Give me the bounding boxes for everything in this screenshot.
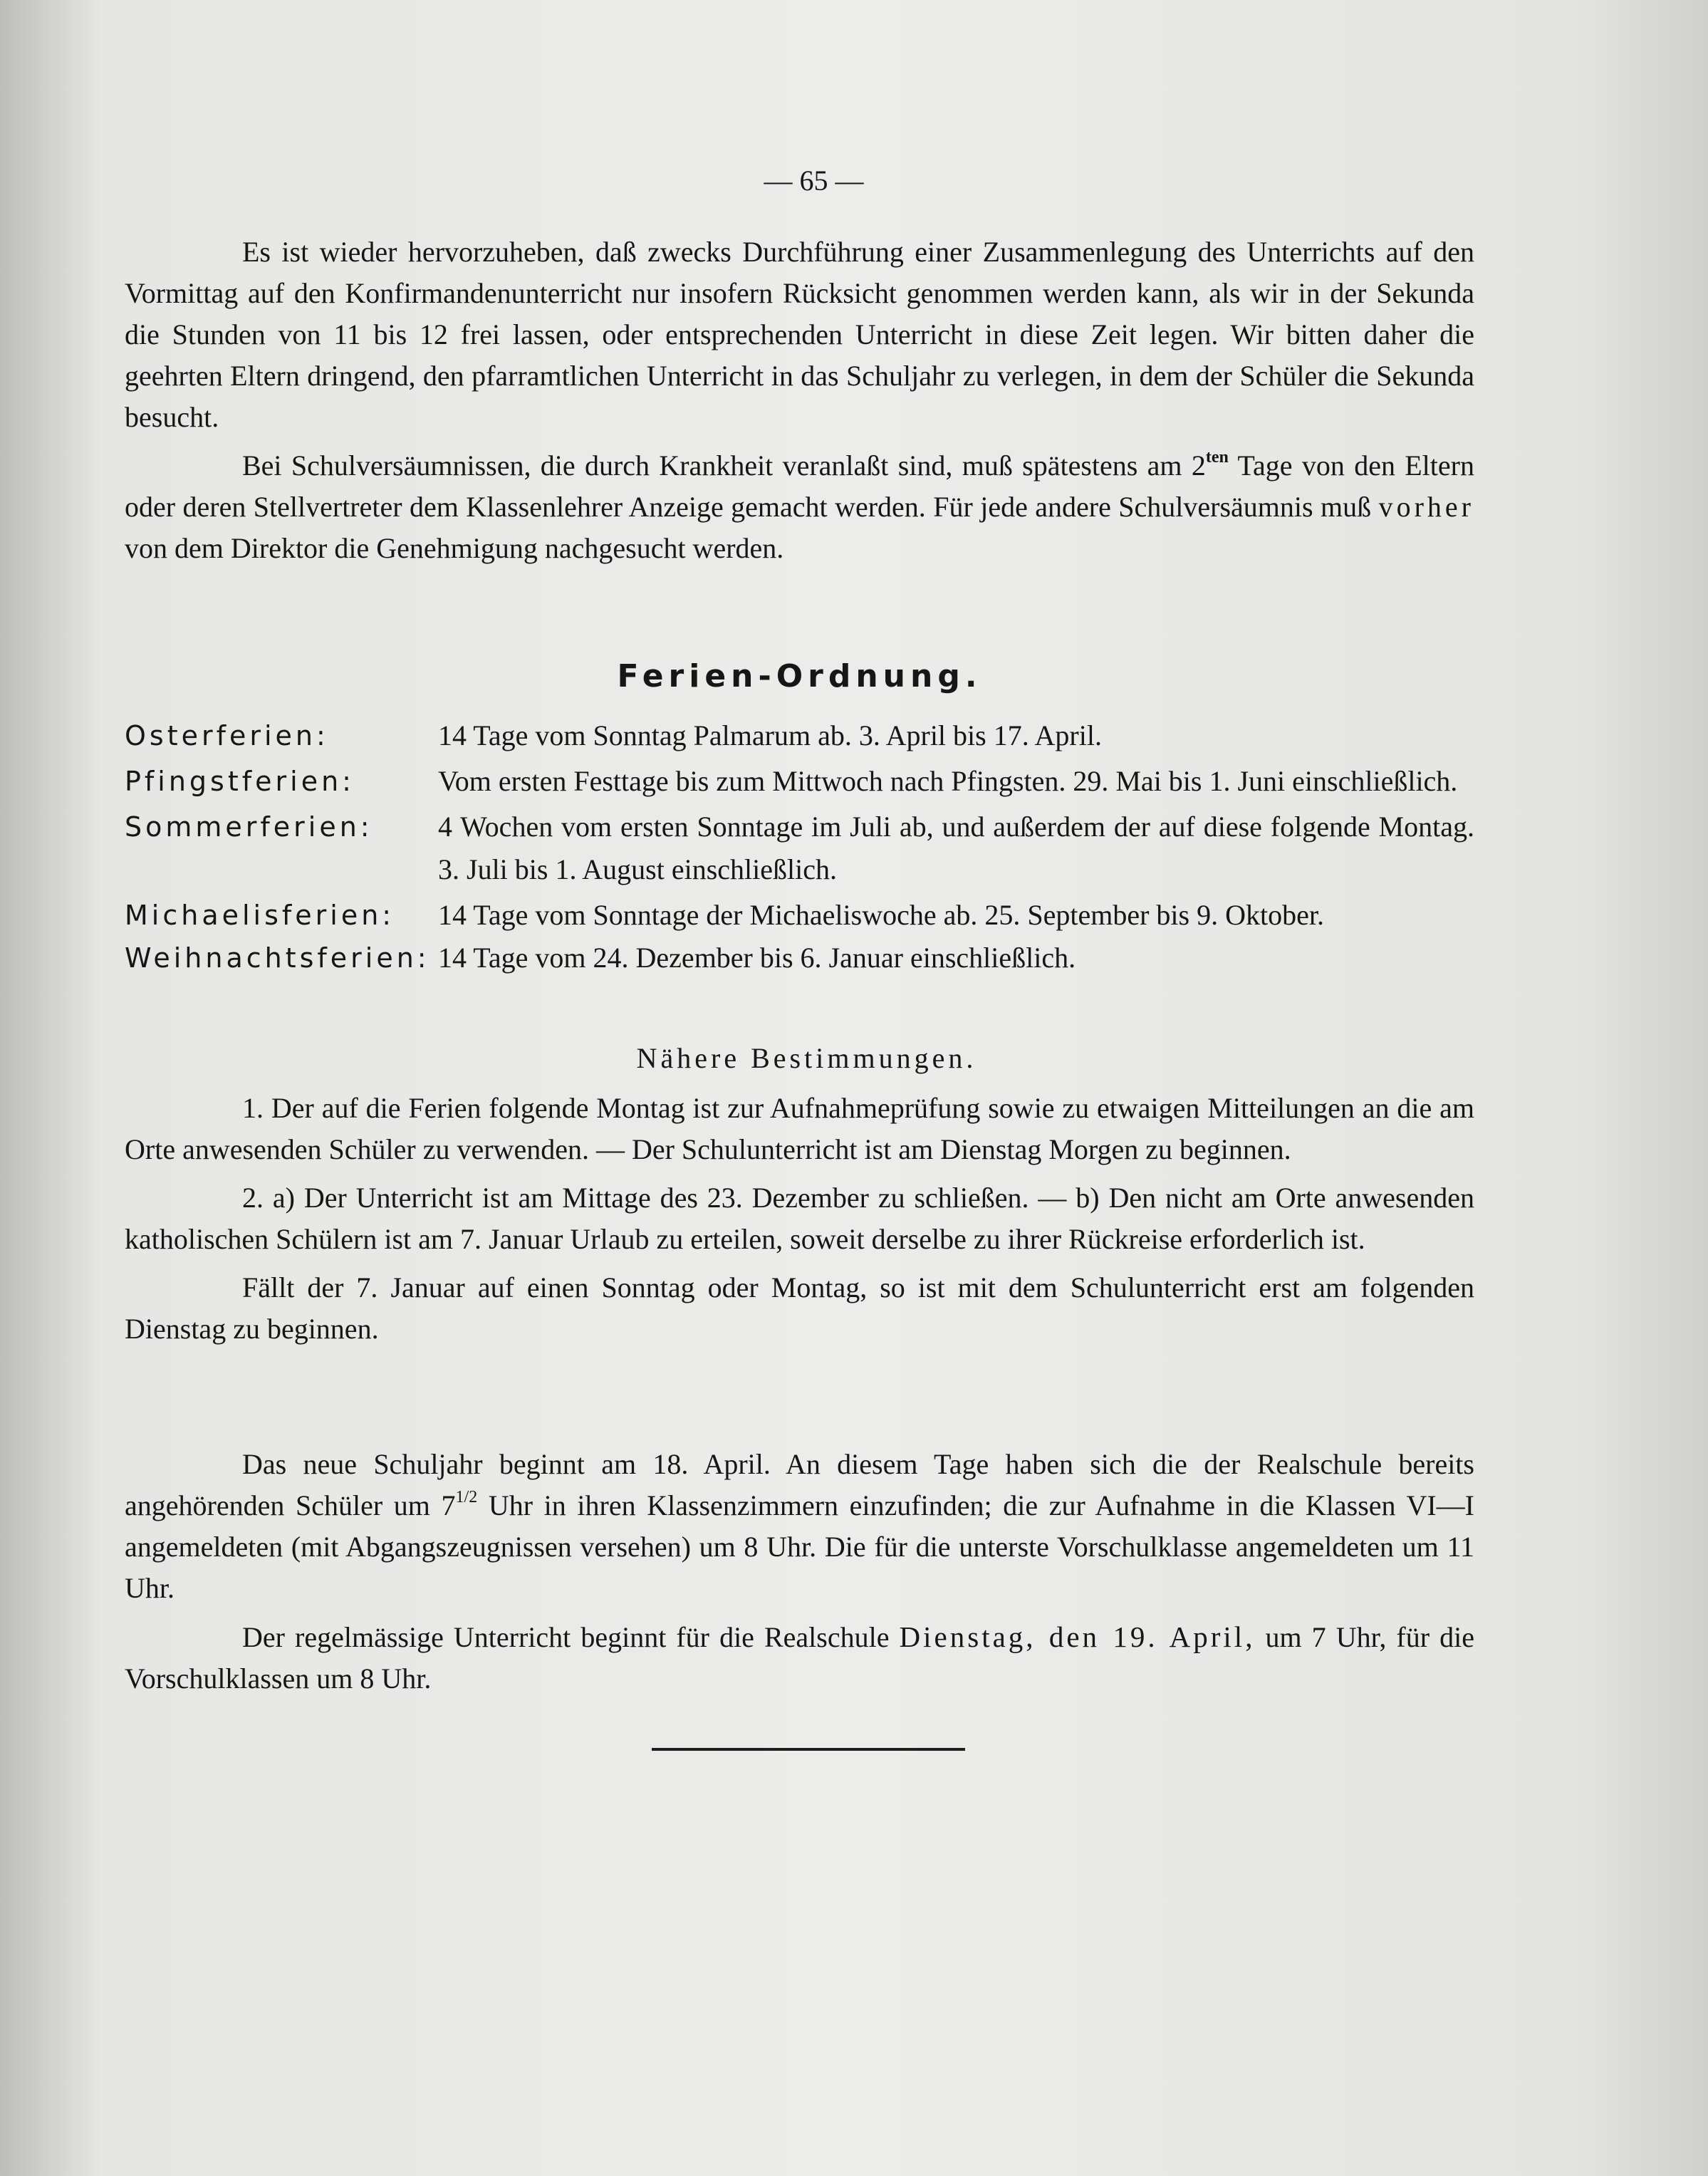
ferien-label: Sommerferien: <box>125 811 373 843</box>
ferien-table <box>125 714 1474 979</box>
ferien-ordnung-heading: Ferien-Ordnung. <box>617 658 982 694</box>
schuljahr-p1-start: Das neue Schuljahr beginnt am 18. April. An diesem Tage haben sich die der Realschule bereits angehörenden Schüler um 7 <box>125 1448 1474 1521</box>
intro-p2-start: Bei Schulversäumnissen, die durch Krankheit veranlaßt sind, muß spätestens am 2 <box>242 449 1206 481</box>
ferien-text: 14 Tage vom Sonntage der Michaeliswoche ab. 25. September bis 9. Oktober. <box>438 899 1324 931</box>
schuljahr-paragraph-2 <box>125 1616 1474 1699</box>
half-fraction: 1/2 <box>455 1488 478 1506</box>
intro-paragraph-1: Es ist wieder hervorzuheben, daß zwecks Durchführung einer Zusammenlegung des Unterrichts auf den Vormittag auf den Konfirmandenunterricht nur insofern Rücksicht genommen werden kann, als wir in der Sekunda die Stunden von 11 bis 12 frei lassen, oder entsprechenden Unterricht in diese Zeit legen. Wir bitten daher die geehrten Eltern dringend, den pfarramtlichen Unterricht in das Schuljahr zu verlegen, in dem der Schüler die Sekunda besucht. <box>125 236 1474 433</box>
ferien-label: Weihnachtsferien: <box>125 942 430 974</box>
ferien-label: Osterferien: <box>125 720 329 751</box>
schuljahr-p1-end: Uhr in ihren Klassenzimmern einzufinden; die zur Aufnahme in die Klassen VI—I angemeldeten (mit Abgangszeugnissen versehen) um 8 Uhr. Die für die unterste Vorschulklasse angemeldeten um 11 Uhr. <box>125 1489 1474 1604</box>
schuljahr-p2-start: Der regelmässige Unterricht beginnt für die Realschule <box>242 1621 900 1653</box>
ferien-row <box>125 714 1474 757</box>
ferien-row <box>125 803 1474 891</box>
intro-p2-end: von dem Direktor die Genehmigung nachgesucht werden. <box>125 532 784 564</box>
schuljahr-p2-end: um 7 Uhr, für die Vorschulklassen um 8 Uhr. <box>125 1621 1474 1695</box>
ferien-row <box>125 891 1474 937</box>
ferien-text: 4 Wochen vom ersten Sonntage im Juli ab, und außerdem der auf diese folgende Montag. 3. Juli bis 1. August einschließlich. <box>438 811 1474 885</box>
naehere-bestimmungen-heading: Nähere Bestimmungen. <box>636 1042 977 1074</box>
ferien-row <box>125 937 1474 979</box>
ferien-label: Pfingstferien: <box>125 766 355 797</box>
bestimmung-2: 2. a) Der Unterricht ist am Mittage des 23. Dezember zu schließen. — b) Den nicht am Orte anwesenden katholischen Schülern ist am 7. Januar Urlaub zu erteilen, soweit derselbe zu ihrer Rückreise erforderlich ist. <box>125 1182 1474 1255</box>
intro-p2-middle: Tage von den Eltern oder deren Stellvertreter dem Klassenlehrer Anzeige gemacht werden. Für jede andere Schulversäumnis muß <box>125 449 1474 523</box>
schuljahr-paragraph-1 <box>125 1444 1474 1609</box>
page-number: — 65 — <box>764 165 864 197</box>
emphasis-vorher: vorher <box>1378 491 1474 523</box>
page-content <box>125 160 1474 1751</box>
ferien-text: 14 Tage vom 24. Dezember bis 6. Januar einschließlich. <box>438 942 1076 974</box>
closing-rule <box>652 1748 965 1751</box>
ferien-text: 14 Tage vom Sonntag Palmarum ab. 3. April bis 17. April. <box>438 719 1102 751</box>
emphasis-date: Dienstag, den 19. April, <box>899 1620 1256 1653</box>
intro-paragraph-2 <box>125 445 1474 569</box>
bestimmung-1: 1. Der auf die Ferien folgende Montag ist zur Aufnahmeprüfung sowie zu etwaigen Mitteilungen an die am Orte anwesenden Schüler zu verwenden. — Der Schulunterricht ist am Dienstag Morgen zu beginnen. <box>125 1092 1474 1165</box>
ferien-row <box>125 757 1474 803</box>
bestimmung-3: Fällt der 7. Januar auf einen Sonntag oder Montag, so ist mit dem Schulunterricht erst am folgenden Dienstag zu beginnen. <box>125 1271 1474 1345</box>
ferien-text: Vom ersten Festtage bis zum Mittwoch nach Pfingsten. 29. Mai bis 1. Juni einschließlich. <box>438 765 1458 797</box>
ferien-label: Michaelisferien: <box>125 900 395 931</box>
ordinal-superscript: ten <box>1205 448 1229 467</box>
